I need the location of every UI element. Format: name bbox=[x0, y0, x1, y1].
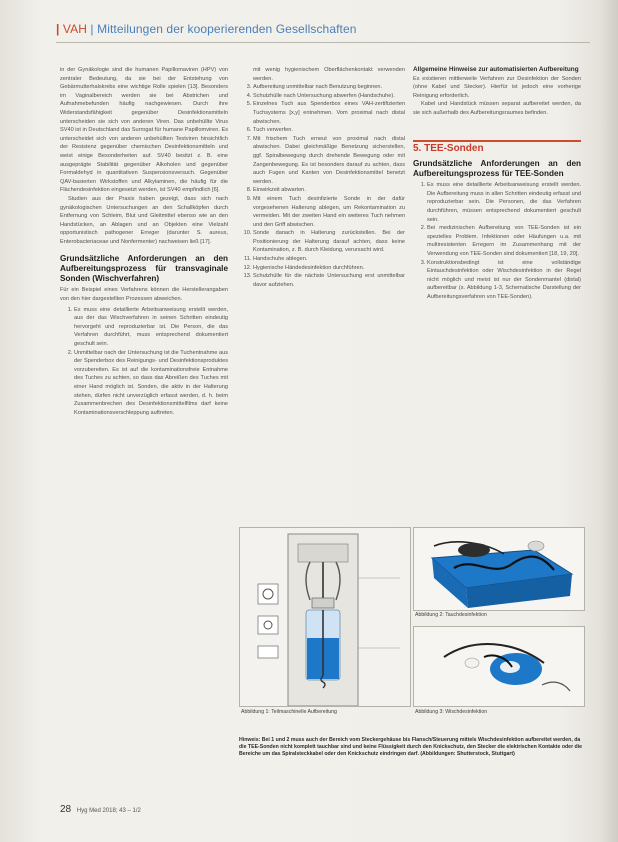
col3-heading: Allgemeine Hinweise zur automatisierten Aufbereitung bbox=[413, 66, 579, 73]
header-title: Mitteilungen der kooperierenden Gesellschaften bbox=[97, 22, 357, 36]
reprocessing-machine-illustration bbox=[240, 528, 410, 706]
journal-reference: Hyg Med 2018; 43 – 1/2 bbox=[76, 808, 141, 814]
col1-list bbox=[60, 306, 228, 418]
column-1 bbox=[60, 66, 228, 417]
figure-3-caption: Abbildung 3: Wischdesinfektion bbox=[415, 709, 488, 715]
column-3 bbox=[413, 66, 581, 301]
figure-1 bbox=[239, 527, 411, 707]
col1-paragraph-1: in der Gynäkologie sind die humanen Papillomaviren (HPV) von zentraler Bedeutung, da sie bei der Entstehung von Gebärmutterhalskrebs eine wichtige Rolle spielen [13]. Besonders im Vaginalbereich werden sie bei Abstrichen und Aufnahmebefunden häufig nachgewiesen. Durch ihre Widerstandsfähigkeit gegenüber Desinfektionsmitteln unterscheiden sie sich von anderen Viren. Das unbehüllte Virus SV40 ist in Deutschland das Surrogat für humane Papillomviren. Es unterscheidet sich von anderen unbehüllten Testviren hinsichtlich der Resistenz gegenüber chemischen Desinfektionsmitteln und weist einige Besonderheiten auf. SV40 besitzt z. B. eine ausgeprägte Stabilität gegenüber Alkoholen und gegenüber Formaldehyd in quantitativen Suspensionsversuch. Gegenüber QAV-basierten Wirkstoffen und Alkylaminen, die häufig für die Flächendesinfektion eingesetzt werden, ist SV40 empfindlich [6]. bbox=[60, 67, 228, 194]
list-item: 10. Sonde danach in Halterung zurückstellen. Bei der Positionierung der Halterung darauf achten, dass keine Kontamination, z. B. durch Kleidung, verursacht wird. bbox=[253, 229, 405, 255]
figure-note: Hinweis: Bei 1 und 2 muss auch der Bereich vom Steckergehäuse bis Flansch/Steuerung mittels Wischdesinfektion aufbereitet werden, da die TEE-Sonden nicht komplett tauchbar sind und keine Flüssigkeit durch den Knickschutz, den Stecker die elektrischen Kontakte oder die Bereiche um das Spiralsteckkabel oder den Knickschutz eindringen darf. (Abbildungen: Shutterstock, Stuttgart) bbox=[239, 737, 583, 758]
list-item: 2. Bei medizinischen Aufbereitung von TEE-Sonden ist ein spezielles Problem. Infektionen oder Häufungen u.a. mit multiresistenten Erregern im Zusammenhang mit der Verwendung von TEE-Sonden sind dokumentiert [18, 19, 20]. bbox=[427, 224, 581, 258]
header-sep: | bbox=[87, 22, 98, 36]
list-item: 7. Mit frischem Tuch erneut von proximal nach distal abwischen. Dabei gleichmäßige Benetzung sicherstellen, ggf. Spiralbewegung durch drehende Bewegung oder mit Zangenbewegung. Es ist besonders darauf zu achten, dass auch Fugen und Kanten von Desinfektionsmittel benetzt werden. bbox=[253, 135, 405, 187]
list-item: 3. Aufbereitung unmittelbar nach Benutzung beginnen. bbox=[253, 83, 405, 92]
col3-paragraph-1: Es existieren mittlerweile Verfahren zur Desinfektion der Sonden (ohne Kabel und Stecker). Hierfür ist jedoch eine vorherige Reinigung erforderlich. bbox=[413, 75, 581, 99]
list-item: 3. Konstruktionsbedingt ist eine vollständige Eintauchdesinfektion oder Wischdesinfektion in der Regel nicht möglich und meist ist nur der Sondenmantel (distal) aufbereitbar (s. Abbildung 1-3, Schematische Darstellung der Aufbereitungsverfahren von TEE-Sonden). bbox=[427, 259, 581, 302]
figure-2 bbox=[413, 527, 585, 611]
list-item: 12. Hygienische Händedesinfektion durchführen. bbox=[253, 264, 405, 273]
col1-heading: Grundsätzliche Anforderungen an den Aufbereitungsprozess für transvaginale Sonden (Wischverfahren) bbox=[60, 254, 228, 284]
running-header bbox=[56, 22, 357, 36]
list-item: 9. Mit einem Tuch desinfizierte Sonde in der dafür vorgesehenen Halterung ablegen, um Rekontamination zu vermeiden. Mit der zweiten Hand ein weiteres Tuch nehmen und den Griff abwischen. bbox=[253, 195, 405, 229]
figure-2-caption: Abbildung 2: Tauchdesinfektion bbox=[415, 612, 487, 618]
section-rule bbox=[413, 140, 581, 142]
figure-1-caption: Abbildung 1: Teilmaschinelle Aufbereitung bbox=[241, 709, 337, 715]
column-2 bbox=[239, 66, 405, 289]
figure-3 bbox=[413, 626, 585, 707]
list-item: 6. Tuch verwerfen. bbox=[253, 126, 405, 135]
col3-paragraph-2: Kabel und Handstück müssen separat aufbereitet werden, da sie sich außerhalb des Aufbereitungsraumes befinden. bbox=[413, 101, 581, 116]
immersion-disinfection-illustration bbox=[414, 528, 584, 610]
list-item: 1. Es muss eine detaillierte Arbeitsanweisung erstellt werden. Die Aufbereitung muss in allen Schritten eindeutig erfasst und reproduzierbar sein. Die Personen, die das Verfahren durchführen, müssen entsprechend dokumentiert geschult sein. bbox=[427, 181, 581, 224]
section-title: 5. TEE-Sonden bbox=[413, 142, 484, 154]
scan-edge-shadow bbox=[600, 0, 618, 842]
list-item: 4. Schutzhülle nach Untersuchung abwerfen (Handschuhe). bbox=[253, 92, 405, 101]
list-item: 11. Handschuhe ablegen. bbox=[253, 255, 405, 264]
list-item: 1. Es muss eine detaillierte Arbeitsanweisung erstellt werden, aus der das Wischverfahren in seinen Schritten eindeutig hervorgeht und reproduzierbar ist. Die Person, die das Verfahren durchführt, muss entsprechend dokumentiert geschult sein. bbox=[74, 306, 228, 349]
list-item: 2. Unmittelbar nach der Untersuchung ist die Tuchentnahme aus der Spenderbox des Reinigungs- und Desinfektionsproduktes vorzubereiten. Es ist auf die kontaminationsfreie Entnahme des Tuches zu achten, so dass das Abreißen des Tuches mit einer Hand möglich ist. Sonden, die aktiv in der Halterung stehen, dürfen nicht unverzüglich erfasst werden, d. h. beim Zusammenbrechen des Desinfektionsmittelfilms darf keine Kontaminationsverschleppung auftreten. bbox=[74, 349, 228, 418]
col3-subheading: Grundsätzliche Anforderungen an den Aufbereitungsprozess für TEE-Sonden bbox=[413, 159, 581, 179]
header-vah: VAH bbox=[62, 22, 87, 36]
col3-list bbox=[413, 181, 581, 301]
list-item: 8. Einwirkzeit abwarten. bbox=[253, 186, 405, 195]
wipe-disinfection-illustration bbox=[414, 627, 584, 706]
list-item: 5. Einzelnes Tuch aus Spenderbox eines VAH-zertifizierten Tuchsystems [x,y] entnehmen. Vom proximal nach distal abwischen. bbox=[253, 100, 405, 126]
list-item: 13. Schutzhülle für die nächste Untersuchung erst unmittelbar davor aufziehen. bbox=[253, 272, 405, 289]
col1-paragraph-2: Studien aus der Praxis haben gezeigt, dass sich nach gynäkologischen Untersuchungen an den Schallköpfen durch Entfernung von Schleim, Blut und Gleitmittel ebenso wie an den Handstücken, an Ablagen und an Objekten eine Vielzahl opportunistisch pathogener Erreger (darunter S. aureus, Enterobacteriaceae und Nonfermenter) nachweisen ließ [17]. bbox=[60, 195, 228, 245]
header-rule bbox=[56, 42, 590, 43]
page-number: 28 bbox=[60, 804, 72, 815]
col2-intro: mit wenig hygienischem Oberflächenkontakt verwenden werden. bbox=[253, 67, 405, 82]
header-bar: | bbox=[56, 22, 60, 36]
page-footer bbox=[60, 804, 141, 815]
col2-list bbox=[239, 83, 405, 289]
col1-intro: Für ein Beispiel eines Verfahrens können die Herstellerangaben von den hier dargestellten Prozessen abweichen. bbox=[60, 287, 228, 303]
